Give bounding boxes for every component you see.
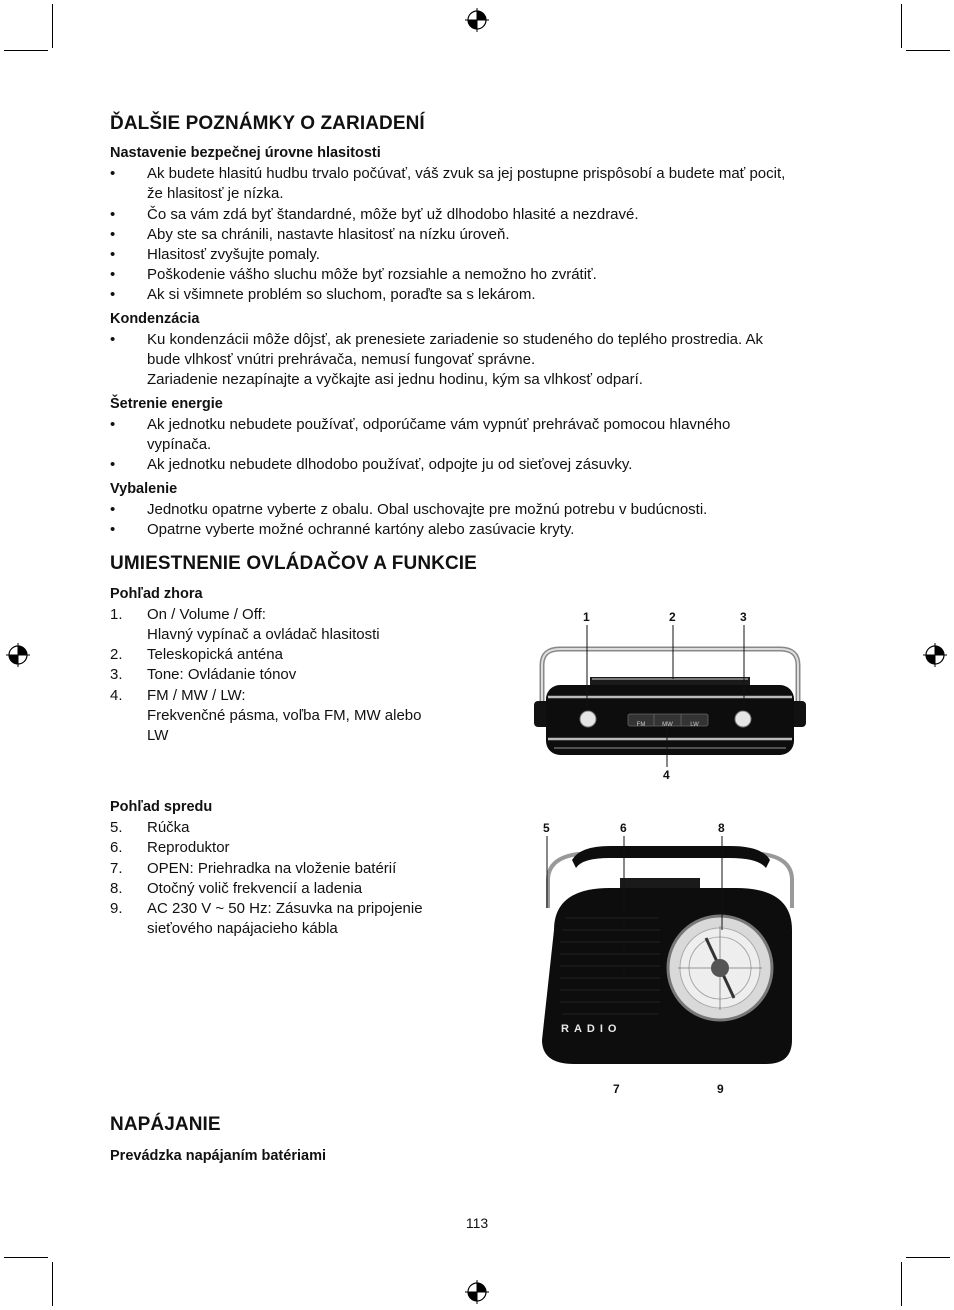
button-label-lw: LW	[690, 722, 699, 728]
figure-front-view	[530, 818, 810, 1100]
bullet: •	[110, 206, 116, 223]
item-number: 6.	[110, 839, 123, 856]
list-item-text: Ak si všimnete problém so sluchom, poraďte sa s lekárom.	[147, 286, 536, 303]
subsection-title: Vybalenie	[110, 481, 178, 497]
item-text: Otočný volič frekvencií a ladenia	[147, 880, 363, 897]
radio-top-view-illustration	[530, 605, 810, 785]
button-label-mw: MW	[662, 722, 673, 728]
crop-mark	[906, 1257, 950, 1258]
subsection-title: Pohľad zhora	[110, 586, 203, 602]
list-item-text: Ak jednotku nebudete dlhodobo používať, odpojte ju od sieťovej zásuvky.	[147, 456, 633, 473]
radio-front-view-illustration	[530, 818, 810, 1100]
item-text: Tone: Ovládanie tónov	[147, 666, 297, 683]
crop-mark	[901, 1262, 902, 1306]
item-text: FM / MW / LW: Frekvenčné pásma, voľba FM, MW alebo LW	[147, 687, 422, 744]
bullet: •	[110, 456, 116, 473]
callout-label: 2	[669, 610, 676, 624]
bullet: •	[110, 286, 116, 303]
item-text: Teleskopická anténa	[147, 646, 283, 663]
list-item-text: Poškodenie vášho sluchu môže byť rozsiahle a nemožno ho zvrátiť.	[147, 266, 597, 283]
figure-top-view	[530, 605, 810, 785]
list-item-text: Jednotku opatrne vyberte z obalu. Obal uschovajte pre možnú potrebu v budúcnosti.	[147, 501, 708, 518]
subsection-title: Nastavenie bezpečnej úrovne hlasitosti	[110, 145, 381, 161]
bullet: •	[110, 501, 116, 518]
button-label-fm: FM	[636, 722, 646, 728]
bullet: •	[110, 331, 116, 348]
bullet: •	[110, 226, 116, 243]
bullet: •	[110, 165, 116, 182]
registration-mark-icon	[465, 1280, 489, 1304]
bullet: •	[110, 246, 116, 263]
radio-brand-text: RADIO	[561, 1023, 622, 1035]
item-number: 3.	[110, 666, 123, 683]
callout-label: 9	[717, 1082, 724, 1096]
subsection-title: Kondenzácia	[110, 311, 200, 327]
subsection-title: Prevádzka napájaním batériami	[110, 1148, 326, 1164]
list-item-text: Ak budete hlasitú hudbu trvalo počúvať, váš zvuk sa jej postupne prispôsobí a budete mať pocit, že hlasitosť je nízka.	[147, 165, 786, 202]
registration-mark-icon	[465, 8, 489, 32]
callout-label: 7	[613, 1082, 620, 1096]
callout-label: 8	[718, 821, 725, 835]
subsection-title: Šetrenie energie	[110, 396, 223, 412]
callout-label: 6	[620, 821, 627, 835]
bullet: •	[110, 521, 116, 538]
item-text: AC 230 V ~ 50 Hz: Zásuvka na pripojenie sieťového napájacieho kábla	[147, 900, 423, 937]
list-item-text: Ak jednotku nebudete používať, odporúčame vám vypnúť prehrávač pomocou hlavného vypínača.	[147, 416, 731, 453]
item-number: 1.	[110, 606, 123, 623]
page-number: 113	[465, 1215, 489, 1231]
item-number: 2.	[110, 646, 123, 663]
list-item-text: Hlasitosť zvyšujte pomaly.	[147, 246, 320, 263]
registration-mark-icon	[923, 643, 947, 667]
subsection-title: Pohľad spredu	[110, 799, 213, 815]
callout-label: 3	[740, 610, 747, 624]
item-number: 4.	[110, 687, 123, 704]
item-number: 8.	[110, 880, 123, 897]
item-number: 9.	[110, 900, 123, 917]
bullet: •	[110, 416, 116, 433]
callout-label: 4	[663, 768, 670, 782]
section-title: UMIESTNENIE OVLÁDAČOV A FUNKCIE	[110, 553, 477, 574]
item-number: 5.	[110, 819, 123, 836]
list-item-text: Ku kondenzácii môže dôjsť, ak prenesiete zariadenie so studeného do teplého prostredia. Ak bude vlhkosť vnútri prehrávača, nemusí fungovať správne. Zariadenie nezapínajte a vyčkajte asi jednu hodinu, kým sa vlhkosť odparí.	[147, 331, 764, 388]
list-item-text: Čo sa vám zdá byť štandardné, môže byť už dlhodobo hlasité a nezdravé.	[147, 206, 639, 223]
item-text: Reproduktor	[147, 839, 230, 856]
crop-mark	[4, 50, 48, 51]
item-text: Rúčka	[147, 819, 190, 836]
crop-mark	[52, 4, 53, 48]
crop-mark	[4, 1257, 48, 1258]
callout-label: 5	[543, 821, 550, 835]
section-title: NAPÁJANIE	[110, 1114, 221, 1135]
item-number: 7.	[110, 860, 123, 877]
list-item-text: Aby ste sa chránili, nastavte hlasitosť na nízku úroveň.	[147, 226, 510, 243]
crop-mark	[906, 50, 950, 51]
item-text: OPEN: Priehradka na vloženie batérií	[147, 860, 397, 877]
section-title: ĎALŠIE POZNÁMKY O ZARIADENÍ	[110, 113, 425, 134]
callout-label: 1	[583, 610, 590, 624]
crop-mark	[52, 1262, 53, 1306]
crop-mark	[901, 4, 902, 48]
registration-mark-icon	[6, 643, 30, 667]
item-text: On / Volume / Off: Hlavný vypínač a ovládač hlasitosti	[147, 606, 380, 643]
list-item-text: Opatrne vyberte možné ochranné kartóny alebo zasúvacie kryty.	[147, 521, 575, 538]
bullet: •	[110, 266, 116, 283]
